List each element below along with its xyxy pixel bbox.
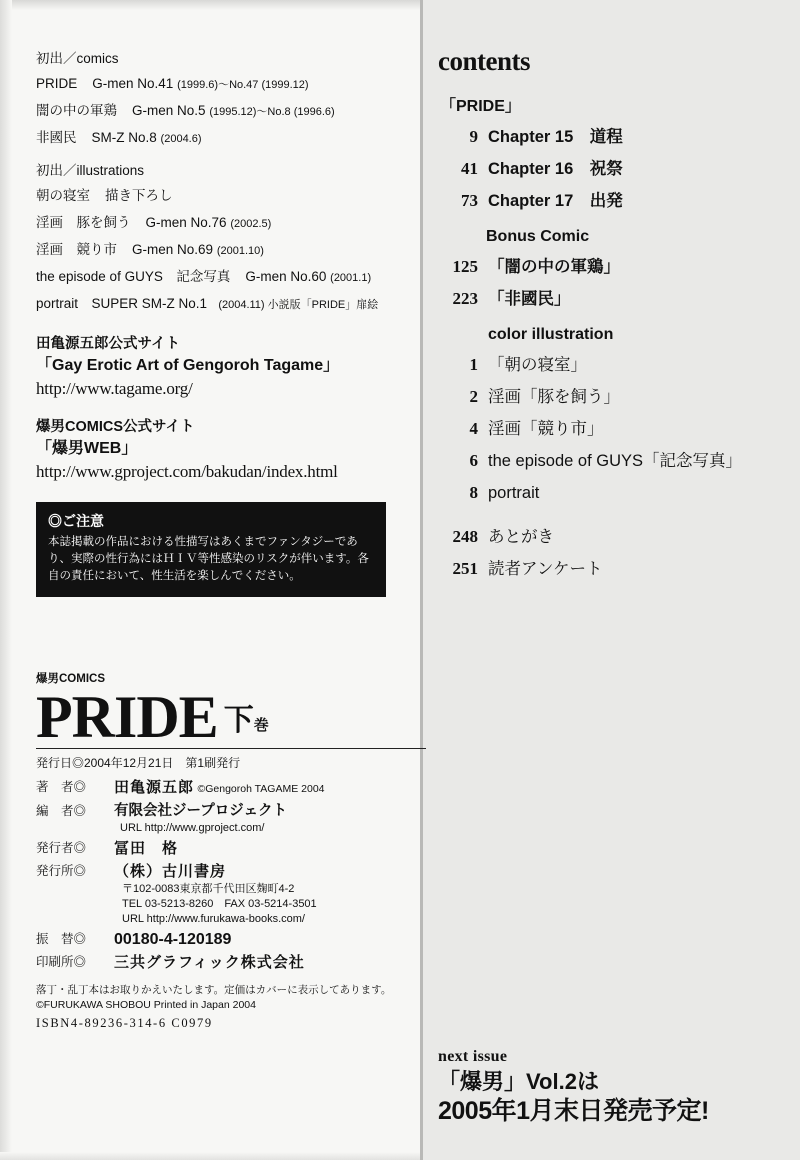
isbn-code: ISBN4-89236-314-6 C0979 bbox=[36, 1016, 213, 1030]
credits-range: (2004.6) bbox=[160, 133, 202, 145]
toc-page-number: 41 bbox=[461, 159, 478, 178]
toc-page-number: 2 bbox=[469, 387, 478, 406]
credits-heading-illustrations: 初出／illustrations bbox=[36, 163, 145, 178]
toc-entry[interactable] bbox=[438, 288, 788, 310]
credits-detail: (2004.11) 小説版「PRIDE」扉絵 bbox=[218, 299, 379, 311]
credits-range: (2001.1) bbox=[330, 272, 372, 284]
toc-page-number: 4 bbox=[469, 419, 478, 438]
credits-row bbox=[36, 264, 426, 291]
colophon-row-author bbox=[36, 778, 426, 799]
footnote-copyright: ©FURUKAWA SHOBOU Printed in Japan 2004 bbox=[36, 999, 256, 1011]
imprint-label: 爆男COMICS bbox=[36, 673, 105, 685]
row-value bbox=[114, 862, 426, 927]
site-title: 田亀源五郎公式サイト bbox=[36, 336, 180, 352]
site-subtitle: 「爆男WEB」 bbox=[36, 440, 138, 457]
toc-entry-label: 読者アンケート bbox=[488, 560, 603, 578]
credits-title: 闇の中の軍鶏 bbox=[36, 103, 117, 118]
toc-page-number: 9 bbox=[469, 127, 478, 146]
colophon-row-publisher bbox=[36, 862, 426, 927]
toc-entry[interactable] bbox=[438, 558, 788, 580]
next-issue-label: next issue bbox=[438, 1048, 508, 1065]
row-label: 発行者◎ bbox=[36, 841, 87, 855]
row-value bbox=[114, 802, 426, 836]
credits-column bbox=[36, 46, 426, 597]
publisher-phone: TEL 03-5213-8260 FAX 03-5214-3501 bbox=[122, 898, 317, 910]
toc-entry-label: 「非國民」 bbox=[488, 290, 571, 308]
row-label: 著 者◎ bbox=[36, 780, 87, 794]
toc-page-number: 6 bbox=[469, 451, 478, 470]
editor-url[interactable]: URL http://www.gproject.com/ bbox=[120, 822, 265, 834]
credits-title: 朝の寝室 bbox=[36, 188, 90, 203]
caution-body: 本誌掲載の作品における性描写はあくまでファンタジーであり、実際の性行為にはＨＩＶ等性感染のリスクが伴います。各自の責任において、性生活を楽しんでください。 bbox=[48, 536, 369, 582]
credits-detail: G-men No.5 bbox=[132, 103, 206, 118]
credits-detail: G-men No.69 bbox=[132, 242, 214, 257]
toc-entry[interactable] bbox=[438, 450, 788, 472]
credits-title: 淫画 豚を飼う bbox=[36, 215, 131, 230]
site-title: 爆男COMICS公式サイト bbox=[36, 419, 195, 435]
book-logo bbox=[36, 684, 426, 750]
publication-date: 発行日◎2004年12月21日 第1刷発行 bbox=[36, 756, 241, 770]
row-label: 編 者◎ bbox=[36, 804, 87, 818]
toc-entry-label: Chapter 16 祝祭 bbox=[488, 160, 623, 178]
credits-title: PRIDE bbox=[36, 76, 78, 91]
toc-entry-label: portrait bbox=[488, 484, 540, 502]
credits-range: (2001.10) bbox=[216, 245, 264, 257]
row-value bbox=[114, 839, 426, 859]
toc-entry[interactable] bbox=[438, 526, 788, 548]
author-copyright: ©Gengoroh TAGAME 2004 bbox=[197, 783, 325, 795]
row-label: 発行所◎ bbox=[36, 864, 87, 878]
credits-range: (1995.12)〜No.8 (1996.6) bbox=[209, 106, 335, 118]
credits-title: the episode of GUYS 記念写真 bbox=[36, 269, 231, 284]
toc-page-number: 248 bbox=[452, 527, 478, 546]
site-url[interactable]: http://www.tagame.org/ bbox=[36, 379, 193, 398]
toc-entry-label: 「朝の寝室」 bbox=[488, 356, 587, 374]
toc-entry-label: the episode of GUYS「記念写真」 bbox=[488, 452, 743, 470]
credits-heading-comics: 初出／comics bbox=[36, 51, 119, 66]
toc-page-number: 125 bbox=[452, 257, 478, 276]
publisher-url[interactable]: URL http://www.furukawa-books.com/ bbox=[122, 913, 305, 925]
row-value bbox=[114, 930, 426, 950]
toc-entry-label: あとがき bbox=[488, 528, 554, 546]
table-of-contents bbox=[438, 46, 788, 590]
caution-title: ◎ご注意 bbox=[48, 513, 104, 529]
next-issue-date: 2005年1月末日発売予定! bbox=[438, 1097, 709, 1125]
credits-title: 淫画 競り市 bbox=[36, 242, 117, 257]
credits-detail: 描き下ろし bbox=[105, 188, 173, 203]
credits-detail: G-men No.60 bbox=[245, 269, 327, 284]
book-volume bbox=[224, 703, 269, 744]
toc-entry-label: Chapter 15 道程 bbox=[488, 128, 623, 146]
section-heading-pride: 「PRIDE」 bbox=[440, 98, 521, 115]
volume-small: 巻 bbox=[253, 717, 269, 734]
toc-entry[interactable] bbox=[438, 256, 788, 278]
toc-page-number: 8 bbox=[469, 483, 478, 502]
credits-row bbox=[36, 98, 426, 125]
toc-page-number: 251 bbox=[452, 559, 478, 578]
caution-notice bbox=[36, 502, 386, 597]
section-heading-bonus: Bonus Comic bbox=[486, 228, 590, 245]
colophon-row-publisher-person bbox=[36, 839, 426, 859]
section-heading-color-illustration: color illustration bbox=[488, 326, 614, 343]
publisher-person-name: 冨田 格 bbox=[114, 840, 179, 857]
scan-edge-left bbox=[0, 0, 12, 1160]
credits-title: 非國民 bbox=[36, 130, 77, 145]
book-title: PRIDE bbox=[36, 684, 218, 750]
colophon-block bbox=[36, 672, 426, 1031]
toc-page-number: 1 bbox=[469, 355, 478, 374]
toc-entry[interactable] bbox=[438, 354, 788, 376]
furikae-number: 00180-4-120189 bbox=[114, 931, 232, 948]
credits-detail: G-men No.41 bbox=[92, 76, 174, 91]
row-value bbox=[114, 778, 426, 799]
colophon-footnotes bbox=[36, 983, 426, 1031]
next-issue-notice bbox=[438, 1048, 788, 1126]
credits-row bbox=[36, 237, 426, 264]
credits-row bbox=[36, 71, 426, 98]
colophon-row-furikae bbox=[36, 930, 426, 950]
credits-row bbox=[36, 210, 426, 237]
credits-row bbox=[36, 183, 426, 210]
toc-entry[interactable] bbox=[438, 418, 788, 440]
credits-range: (1999.6)〜No.47 (1999.12) bbox=[177, 79, 309, 91]
editor-name: 有限会社ジープロジェクト bbox=[114, 803, 287, 819]
publisher-address: 〒102-0083東京都千代田区麹町4-2 bbox=[122, 883, 295, 895]
next-issue-title: 「爆男」Vol.2は bbox=[438, 1069, 599, 1094]
toc-entry[interactable] bbox=[438, 386, 788, 408]
footnote-exchange: 落丁・乱丁本はお取りかえいたします。定価はカバーに表示してあります。 bbox=[36, 984, 392, 996]
credits-range: (2002.5) bbox=[230, 218, 272, 230]
colophon-row-printer bbox=[36, 953, 426, 973]
credits-row bbox=[36, 125, 426, 152]
toc-entry-label: 「闇の中の軍鶏」 bbox=[488, 258, 620, 276]
toc-entry-label: 淫画「競り市」 bbox=[488, 420, 604, 438]
printer-name: 三共グラフィック株式会社 bbox=[114, 954, 305, 971]
toc-entry-label: Chapter 17 出発 bbox=[488, 192, 623, 210]
toc-entry[interactable] bbox=[438, 158, 788, 180]
volume-main: 下 bbox=[223, 704, 254, 737]
site-url[interactable]: http://www.gproject.com/bakudan/index.html bbox=[36, 462, 338, 481]
credits-detail: SM-Z No.8 bbox=[91, 130, 157, 145]
publisher-name: （株）古川書房 bbox=[114, 863, 227, 880]
official-site-block bbox=[36, 417, 426, 484]
contents-title: contents bbox=[438, 46, 530, 76]
toc-page-number: 223 bbox=[452, 289, 478, 308]
row-value bbox=[114, 953, 426, 973]
toc-entry[interactable] bbox=[438, 190, 788, 212]
toc-page-number: 73 bbox=[461, 191, 478, 210]
toc-entry[interactable] bbox=[438, 482, 788, 504]
credits-detail: G-men No.76 bbox=[145, 215, 227, 230]
toc-entry-label: 淫画「豚を飼う」 bbox=[488, 388, 620, 406]
colophon-row-editor bbox=[36, 802, 426, 836]
credits-row bbox=[36, 291, 426, 318]
author-name: 田亀源五郎 bbox=[114, 779, 195, 796]
official-site-block bbox=[36, 334, 426, 401]
site-subtitle: 「Gay Erotic Art of Gengoroh Tagame」 bbox=[36, 357, 340, 374]
row-label: 振 替◎ bbox=[36, 932, 87, 946]
colophon-rows bbox=[36, 778, 426, 973]
toc-entry[interactable] bbox=[438, 126, 788, 148]
row-label: 印刷所◎ bbox=[36, 955, 87, 969]
credits-title: portrait SUPER SM-Z No.1 bbox=[36, 296, 208, 311]
